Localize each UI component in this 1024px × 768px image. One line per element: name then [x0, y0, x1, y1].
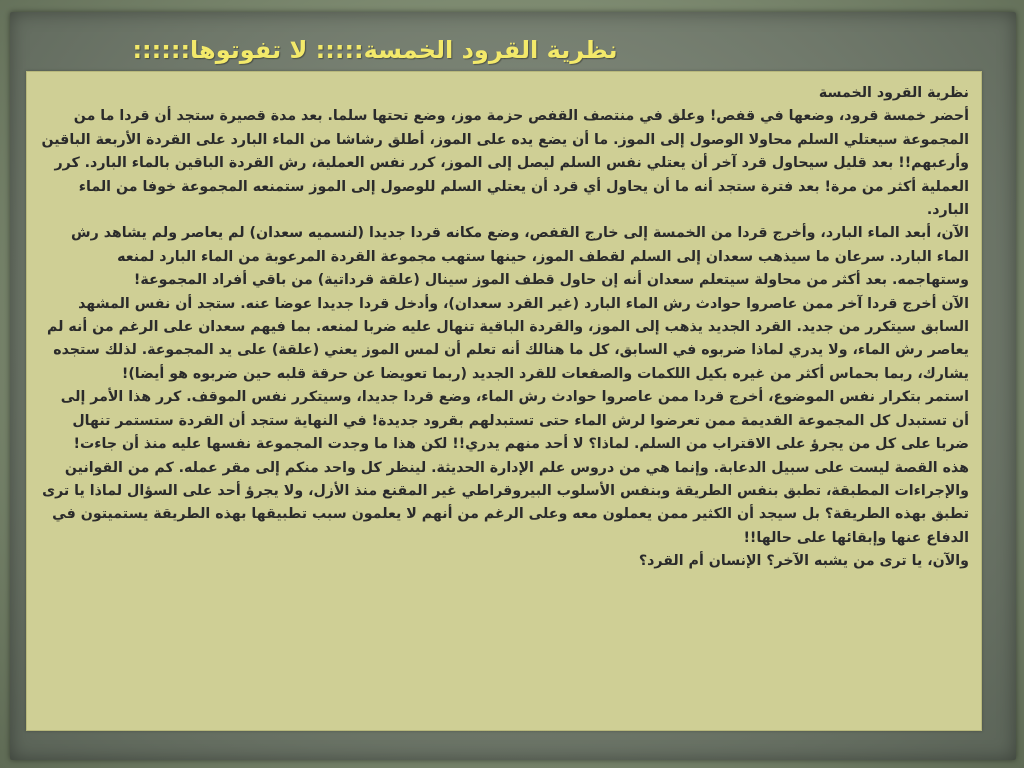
paragraph: هذه القصة ليست على سبيل الدعابة. وإنما هي من دروس علم الإدارة الحديثة. لينظر كل واحد منكم إلى مقر عمله. كم من القوانين والإجراءات المطبقة، تطبق بنفس الطريقة وبنفس الأسلوب البيروقراطي غير المقنع منذ الأزل، ولا يجرؤ أحد على السؤال لماذا يا ترى تطبق بهذه الطريقة؟ بل سيجد أن الكثير ممن يعملون معه وعلى الرغم من أنهم لا يعلمون سبب تطبيقها بهذه الطريقة يستميتون في الدفاع عنها وإبقائها على حالها!! — [42, 459, 969, 546]
paragraph-heading: نظرية القرود الخمسة — [818, 85, 969, 101]
slide-title: نظرية القرود الخمسة::::: لا تفوتوها:::::: — [132, 36, 618, 64]
paragraph: الآن أخرج قردا آخر ممن عاصروا حوادث رش الماء البارد (غير القرد سعدان)، وأدخل قردا جديدا عوضا عنه. ستجد أن نفس المشهد السابق سيتكرر من جديد. القرد الجديد يذهب إلى الموز، والقردة الباقية تنهال عليه ضربا لمنعه. بما فيهم سعدان على الرغم من أنه لم يعاصر رش الماء، ولا يدري لماذا ضربوه في السابق، كل ما هنالك أنه تعلم أن لمس الموز يعني (علقة) على يد المجموعة. لذلك ستجده يشارك، ربما بحماس أكثر من غيره بكيل اللكمات والصفعات للقرد الجديد (ربما تعويضا عن حرقة قلبه حين ضربوه هو أيضا)! — [47, 295, 969, 382]
paragraph-closing: والآن، يا ترى من يشبه الآخر؟ الإنسان أم القرد؟ — [638, 553, 969, 570]
paragraph: الآن، أبعد الماء البارد، وأخرج قردا من الخمسة إلى خارج القفص، وضع مكانه قردا جديدا (لنسميه سعدان) لم يعاصر ولم يشاهد رش الماء البارد. سرعان ما سيذهب سعدان إلى السلم لقطف الموز، حينها ستهب مجموعة القردة المرعوبة من الماء البارد لمنعه وستهاجمه. بعد أكثر من محاولة سيتعلم سعدان أنه إن حاول قطف الموز سينال (علقة قرداتية) من باقي أفراد المجموعة! — [71, 225, 969, 289]
paragraph: أحضر خمسة قرود، وضعها في قفص! وعلق في منتصف القفص حزمة موز، وضع تحتها سلما. بعد مدة قصيرة ستجد أن قردا ما من المجموعة سيعتلي السلم محاولا الوصول إلى الموز. ما أن يضع يده على الموز، أطلق رشاشا من الماء البارد على القردة الأربعة الباقين وأرعبهم!! بعد قليل سيحاول قرد آخر أن يعتلي نفس السلم ليصل إلى الموز، كرر نفس العملية، رش القردة الباقين بالماء البارد. كرر العملية أكثر من مرة! بعد فترة ستجد أنه ما أن يحاول أي قرد أن يعتلي السلم للوصول إلى الموز ستمنعه المجموعة خوفا من الماء البارد. — [41, 108, 969, 219]
content-box — [26, 71, 982, 731]
paragraph: استمر بتكرار نفس الموضوع، أخرج قردا ممن عاصروا حوادث رش الماء، وضع قردا جديدا، وسيتكرر نفس الموقف. كرر هذا الأمر إلى أن تستبدل كل المجموعة القديمة ممن تعرضوا لرش الماء حتى تستبدلهم بقرود جديدة! في النهاية ستجد أن القردة ستستمر تنهال ضربا على كل من يجرؤ على الاقتراب من السلم. لماذا؟ لا أحد منهم يدري!! لكن هذا ما وجدت المجموعة نفسها عليه منذ أن جاءت! — [60, 389, 969, 453]
